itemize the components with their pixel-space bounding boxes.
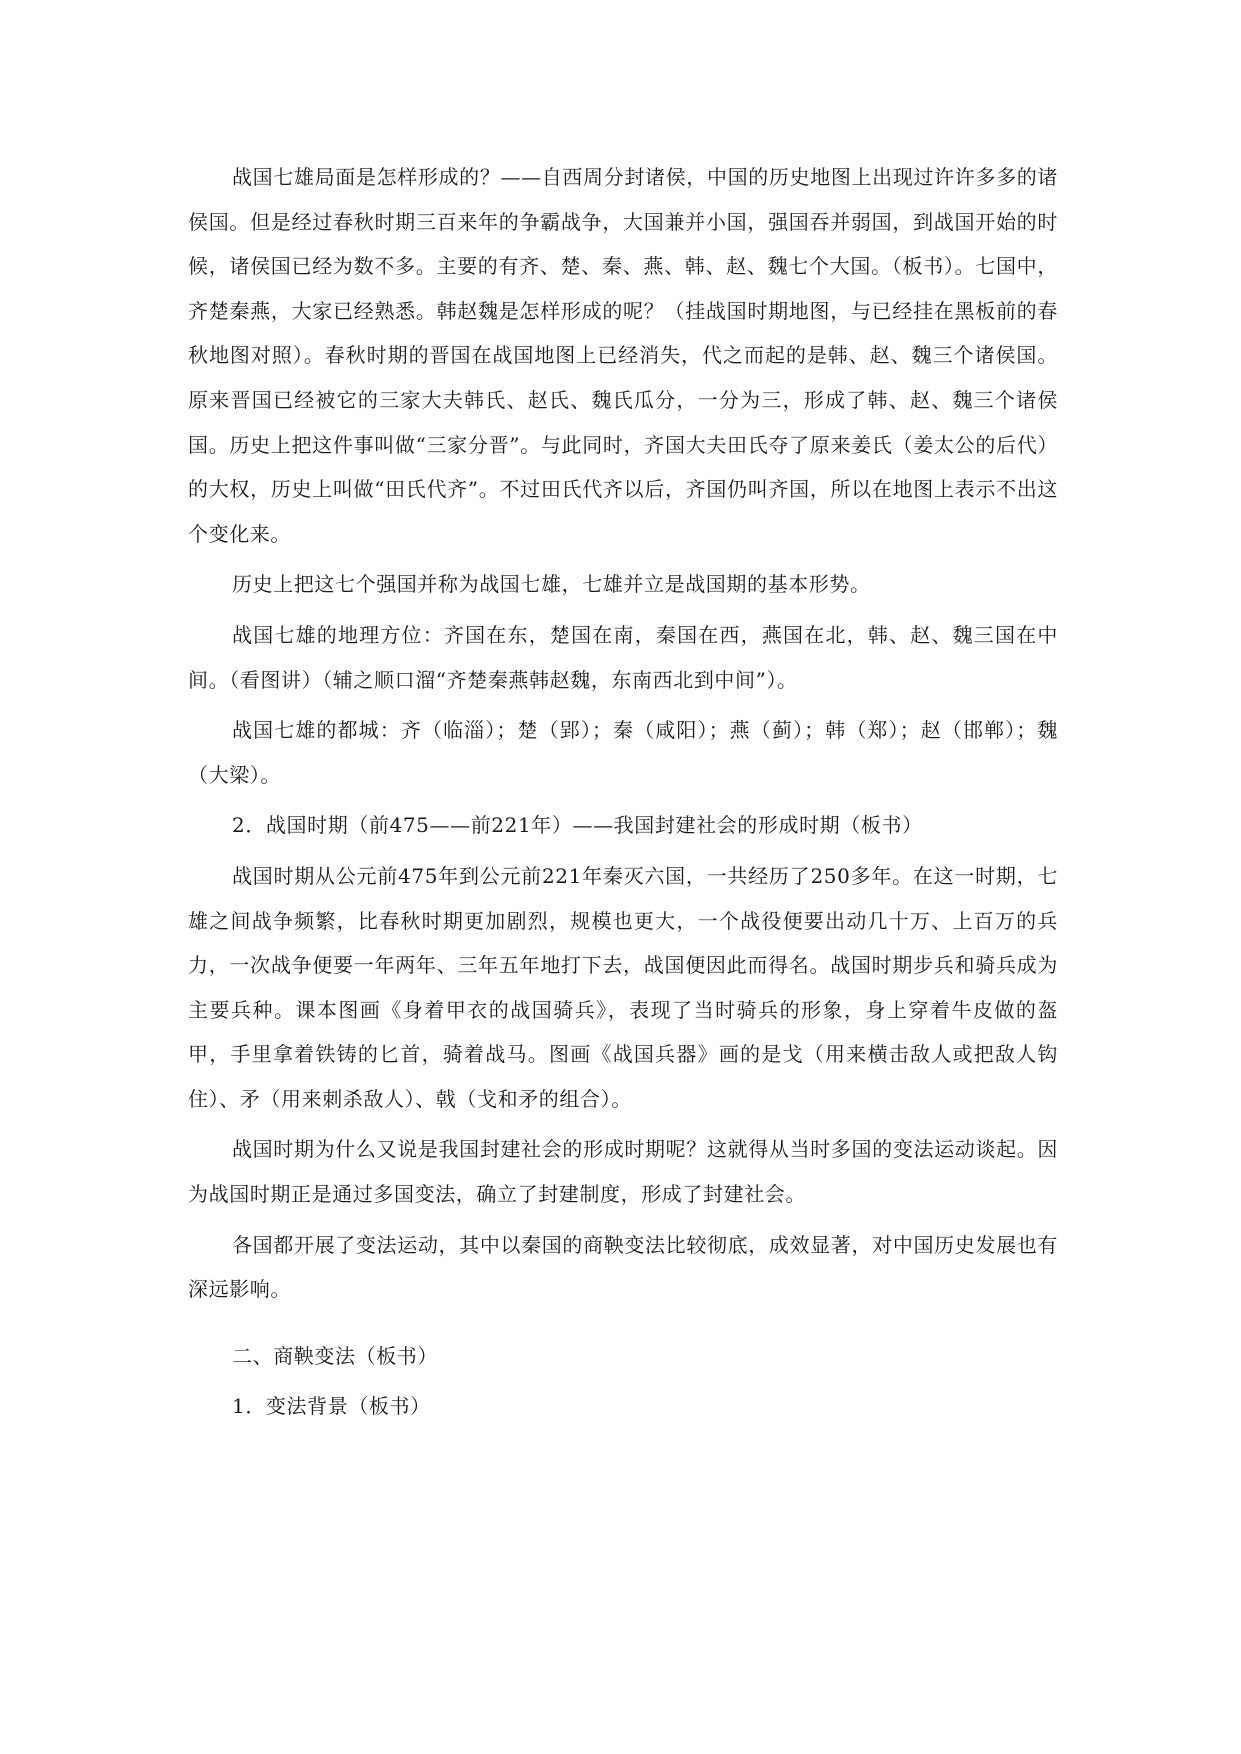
- paragraph-geographic-positions: 战国七雄的地理方位：齐国在东，楚国在南，秦国在西，燕国在北，韩、赵、魏三国在中间。（看图讲）（辅之顺口溜“齐楚秦燕韩赵魏，东南西北到中间”）。: [188, 622, 1058, 692]
- paragraph-reform-movements: 各国都开展了变法运动，其中以秦国的商鞅变法比较彻底，成效显著，对中国历史发展也有深远影响。: [188, 1232, 1058, 1302]
- paragraph-warring-states-warfare: 战国时期从公元前475年到公元前221年秦灭六国，一共经历了250多年。在这一时期，七雄之间战争频繁，比春秋时期更加剧烈，规模也更大，一个战役便要出动几十万、上百万的兵力，一次战争便要一年两年、三年五年地打下去，战国便因此而得名。战国时期步兵和骑兵成为主要兵种。课本图画《身着甲衣的战国骑兵》，表现了当时骑兵的形象，身上穿着牛皮做的盔甲，手里拿着铁铸的匕首，骑着战马。图画《战国兵器》画的是戈（用来横击敌人或把敌人钩住）、矛（用来刺杀敌人）、戟（戈和矛的组合）。: [188, 863, 1058, 1111]
- paragraph-seven-states-formation: 战国七雄局面是怎样形成的？——自西周分封诸侯，中国的历史地图上出现过许许多多的诸侯国。但是经过春秋时期三百来年的争霸战争，大国兼并小国，强国吞并弱国，到战国开始的时候，诸侯国已经为数不多。主要的有齐、楚、秦、燕、韩、赵、魏七个大国。（板书）。七国中，齐楚秦燕，大家已经熟悉。韩赵魏是怎样形成的呢？（挂战国时期地图，与已经挂在黑板前的春秋地图对照）。春秋时期的晋国在战国地图上已经消失，代之而起的是韩、赵、魏三个诸侯国。原来晋国已经被它的三家大夫韩氏、赵氏、魏氏瓜分，一分为三，形成了韩、赵、魏三个诸侯国。历史上把这件事叫做“三家分晋”。与此同时，齐国大夫田氏夺了原来姜氏（姜太公的后代）的大权，历史上叫做“田氏代齐”。不过田氏代齐以后，齐国仍叫齐国，所以在地图上表示不出这个变化来。: [188, 165, 1058, 546]
- section-heading-warring-states-period: 2．战国时期（前475——前221年）——我国封建社会的形成时期（板书）: [232, 813, 923, 838]
- paragraph-feudal-formation: 战国时期为什么又说是我国封建社会的形成时期呢？这就得从当时多国的变法运动谈起。因为战国时期正是通过多国变法，确立了封建制度，形成了封建社会。: [188, 1137, 1058, 1207]
- section-heading-shang-yang-reform: 二、商鞅变法（板书）: [232, 1343, 438, 1368]
- subsection-heading-reform-background: 1．变法背景（板书）: [232, 1394, 431, 1419]
- document-page: [188, 155, 1058, 1429]
- paragraph-seven-states-summary: 历史上把这七个强国并称为战国七雄，七雄并立是战国期的基本形势。: [232, 572, 871, 597]
- paragraph-capitals: 战国七雄的都城：齐（临淄）；楚（郢）；秦（咸阳）；燕（蓟）；韩（郑）；赵（邯郸）；魏（大梁）。: [188, 718, 1058, 787]
